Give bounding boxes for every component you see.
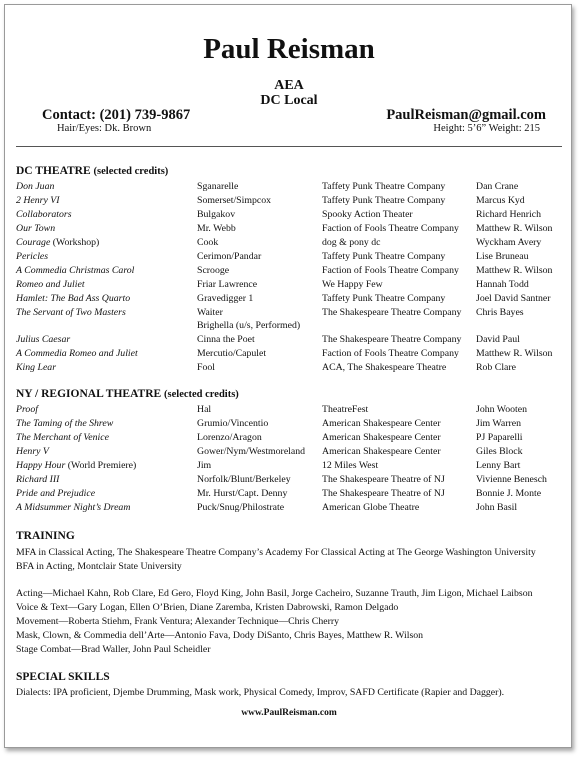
ny-theatre-title: NY / REGIONAL THEATRE (16, 388, 162, 400)
role-name: Sganarelle (197, 181, 239, 192)
show-title: 2 Henry VI (16, 195, 60, 206)
credit-row (16, 487, 564, 501)
credit-director: Lise Bruneau (476, 251, 529, 262)
show-title: The Servant of Two Masters (16, 307, 126, 318)
training-teachers: Voice & Text—Gary Logan, Ellen O’Brien, Diane Zaremba, Kristen Dabrowski, Ramon Delgado (16, 602, 399, 613)
credit-director: Giles Block (476, 446, 523, 457)
credit-row (16, 445, 564, 459)
credit-show (16, 361, 56, 375)
role-name: Norfolk/Blunt/Berkeley (197, 474, 291, 485)
role-name: Cerimon/Pandar (197, 251, 262, 262)
union-affiliation: AEA (274, 78, 304, 93)
show-title: The Merchant of Venice (16, 432, 109, 443)
credit-company: The Shakespeare Theatre of NJ (322, 474, 445, 485)
credit-director: Matthew R. Wilson (476, 265, 553, 276)
credit-row (16, 250, 564, 264)
credit-role (197, 333, 255, 347)
credit-company: ACA, The Shakespeare Theatre (322, 362, 447, 373)
show-note: (Workshop) (50, 237, 100, 248)
credit-company: American Shakespeare Center (322, 432, 441, 443)
credit-role (197, 194, 271, 208)
show-title: Courage (16, 237, 51, 248)
credit-company: 12 Miles West (322, 460, 379, 471)
credit-show (16, 347, 138, 361)
credit-director: Bonnie J. Monte (476, 488, 542, 499)
role-name: Somerset/Simpcox (197, 195, 272, 206)
credit-show (16, 292, 130, 306)
show-title: Julius Caesar (16, 334, 71, 345)
show-title: Hamlet: The Bad Ass Quarto (16, 293, 131, 304)
role-name: Lorenzo/Aragon (197, 432, 262, 443)
credit-row (16, 180, 564, 194)
role-name: Mr. Hurst/Capt. Denny (197, 488, 288, 499)
show-title: Pericles (16, 251, 49, 262)
role-name: Bulgakov (197, 209, 236, 220)
credit-role (197, 473, 291, 487)
credit-company: Faction of Fools Theatre Company (322, 265, 459, 276)
credit-director: Jim Warren (476, 418, 522, 429)
credit-company: Taffety Punk Theatre Company (322, 181, 446, 192)
height-weight: Height: 5’6” Weight: 215 (433, 123, 540, 134)
credit-row (16, 278, 564, 292)
dc-theatre-subtitle: (selected credits) (93, 166, 169, 177)
dc-theatre-credits (16, 180, 564, 375)
credit-show (16, 473, 59, 487)
credit-director: Chris Bayes (476, 307, 524, 318)
contact-email[interactable]: PaulReisman@gmail.com (386, 107, 546, 123)
role-name: Hal (197, 404, 212, 415)
credit-show (16, 431, 109, 445)
credit-role (197, 222, 236, 236)
credit-row (16, 417, 564, 431)
credit-role (197, 501, 284, 515)
role-name: Gower/Nym/Westmoreland (197, 446, 306, 457)
ny-theatre-subtitle: (selected credits) (164, 389, 239, 400)
header-divider (16, 146, 562, 147)
role-name: Mercutio/Capulet (197, 348, 267, 359)
show-title: The Taming of the Shrew (16, 418, 114, 429)
show-title: Happy Hour (16, 460, 66, 471)
ny-theatre-heading (16, 388, 239, 400)
credit-role (197, 250, 261, 264)
credit-show (16, 487, 95, 501)
role-name: Waiter (197, 307, 223, 318)
credit-company: dog & pony dc (322, 237, 381, 248)
credit-company: The Shakespeare Theatre Company (322, 334, 462, 345)
credit-show (16, 278, 85, 292)
credit-show (16, 333, 70, 347)
role-name-secondary: Brighella (u/s, Performed) (197, 320, 301, 331)
credit-role (197, 403, 211, 417)
credit-row (16, 264, 564, 278)
credit-director: John Basil (476, 502, 518, 513)
dc-theatre-title: DC THEATRE (16, 165, 91, 177)
credit-show (16, 236, 99, 250)
skills-heading: SPECIAL SKILLS (16, 671, 110, 683)
show-title: Richard III (16, 474, 60, 485)
role-name: Puck/Snug/Philostrate (197, 502, 285, 513)
credit-show (16, 501, 130, 515)
show-note: (World Premiere) (65, 460, 137, 471)
role-name: Jim (197, 460, 212, 471)
show-title: Collaborators (16, 209, 72, 220)
credit-row (16, 459, 564, 473)
credit-role (197, 264, 229, 278)
dc-theatre-heading (16, 165, 168, 177)
credit-director: Rob Clare (476, 362, 516, 373)
show-title: Pride and Prejudice (16, 488, 96, 499)
union-local: DC Local (260, 93, 318, 108)
credit-director: Joel David Santner (476, 293, 551, 304)
credit-director: Vivienne Benesch (476, 474, 547, 485)
credit-role (197, 361, 215, 375)
credit-role (197, 208, 235, 222)
credit-company: Faction of Fools Theatre Company (322, 348, 459, 359)
role-name: Scrooge (197, 265, 230, 276)
credit-show (16, 417, 113, 431)
credit-company: We Happy Few (322, 279, 383, 290)
credit-role (197, 292, 253, 306)
show-title: A Commedia Romeo and Juliet (16, 348, 138, 359)
show-title: Romeo and Juliet (16, 279, 85, 290)
resume-page (4, 4, 572, 748)
credit-row (16, 236, 564, 250)
credit-role (197, 306, 301, 331)
credit-director: Matthew R. Wilson (476, 348, 553, 359)
credit-role (197, 347, 266, 361)
credit-director: Lenny Bart (476, 460, 521, 471)
credit-show (16, 445, 49, 459)
credit-company: Taffety Punk Theatre Company (322, 293, 446, 304)
show-title: King Lear (16, 362, 57, 373)
role-name: Cook (197, 237, 219, 248)
credit-show (16, 403, 38, 417)
credit-director: Richard Henrich (476, 209, 542, 220)
role-name: Friar Lawrence (197, 279, 258, 290)
credit-role (197, 459, 211, 473)
credit-company: American Shakespeare Center (322, 446, 441, 457)
training-degree: MFA in Classical Acting, The Shakespeare Theatre Company’s Academy For Classical Acting at The George Washington University (16, 547, 536, 558)
training-teachers: Stage Combat—Brad Waller, John Paul Scheidler (16, 644, 211, 655)
credit-show (16, 208, 72, 222)
credit-company: TheatreFest (322, 404, 369, 415)
credit-director: PJ Paparelli (476, 432, 523, 443)
role-name: Gravedigger 1 (197, 293, 254, 304)
show-title: Don Juan (16, 181, 55, 192)
credit-row (16, 306, 564, 333)
training-teachers: Mask, Clown, & Commedia dell’Arte—Antonio Fava, Dody DiSanto, Chris Bayes, Matthew R. Wilson (16, 630, 424, 641)
credit-role (197, 445, 305, 459)
credit-director: Matthew R. Wilson (476, 223, 553, 234)
credit-row (16, 208, 564, 222)
credit-row (16, 194, 564, 208)
credit-director: Marcus Kyd (476, 195, 525, 206)
credit-row (16, 347, 564, 361)
credit-company: American Shakespeare Center (322, 418, 441, 429)
website-link[interactable]: www.PaulReisman.com (241, 708, 337, 718)
hair-eyes: Hair/Eyes: Dk. Brown (57, 123, 152, 134)
training-degree: BFA in Acting, Montclair State University (16, 561, 182, 572)
credit-director: Hannah Todd (476, 279, 529, 290)
training-teachers: Acting—Michael Kahn, Rob Clare, Ed Gero, Floyd King, John Basil, Jorge Cacheiro, Suzanne Trauth, Jim Ligon, Michael Laibson (16, 588, 533, 599)
credit-show (16, 222, 55, 236)
credit-role (197, 180, 238, 194)
training-heading: TRAINING (16, 530, 75, 542)
actor-name: Paul Reisman (203, 33, 375, 65)
credit-row (16, 431, 564, 445)
skills-text: Dialects: IPA proficient, Djembe Drumming, Mask work, Physical Comedy, Improv, SAFD Certificate (Rapier and Dagger). (16, 687, 505, 698)
credit-show (16, 264, 134, 278)
credit-role (197, 236, 218, 250)
credit-role (197, 278, 257, 292)
credit-role (197, 417, 268, 431)
contact-phone: Contact: (201) 739-9867 (42, 107, 191, 123)
credit-role (197, 431, 262, 445)
show-title: Henry V (16, 446, 49, 457)
training-teachers: Movement—Roberta Stiehm, Frank Ventura; Alexander Technique—Chris Cherry (16, 616, 339, 627)
credit-company: The Shakespeare Theatre Company (322, 307, 462, 318)
show-title: Our Town (16, 223, 56, 234)
credit-show (16, 306, 126, 320)
credit-row (16, 361, 564, 375)
credit-row (16, 473, 564, 487)
role-name: Grumio/Vincentio (197, 418, 269, 429)
credit-director: John Wooten (476, 404, 528, 415)
role-name: Fool (197, 362, 215, 373)
credit-show (16, 194, 60, 208)
credit-director: Wyckham Avery (476, 237, 542, 248)
credit-company: American Globe Theatre (322, 502, 420, 513)
show-title: A Commedia Christmas Carol (16, 265, 135, 276)
credit-row (16, 292, 564, 306)
role-name: Cinna the Poet (197, 334, 255, 345)
credit-show (16, 180, 54, 194)
credit-company: Faction of Fools Theatre Company (322, 223, 459, 234)
credit-row (16, 403, 564, 417)
credit-company: Taffety Punk Theatre Company (322, 251, 446, 262)
show-title: A Midsummer Night’s Dream (16, 502, 131, 513)
credit-director: Dan Crane (476, 181, 519, 192)
credit-show (16, 459, 136, 473)
credit-company: Spooky Action Theater (322, 209, 413, 220)
show-title: Proof (16, 404, 38, 415)
credit-row (16, 333, 564, 347)
credit-company: The Shakespeare Theatre of NJ (322, 488, 445, 499)
credit-director: David Paul (476, 334, 520, 345)
ny-theatre-credits (16, 403, 564, 515)
credit-company: Taffety Punk Theatre Company (322, 195, 446, 206)
credit-row (16, 501, 564, 515)
credit-row (16, 222, 564, 236)
credit-role (197, 487, 287, 501)
role-name: Mr. Webb (197, 223, 236, 234)
credit-show (16, 250, 48, 264)
